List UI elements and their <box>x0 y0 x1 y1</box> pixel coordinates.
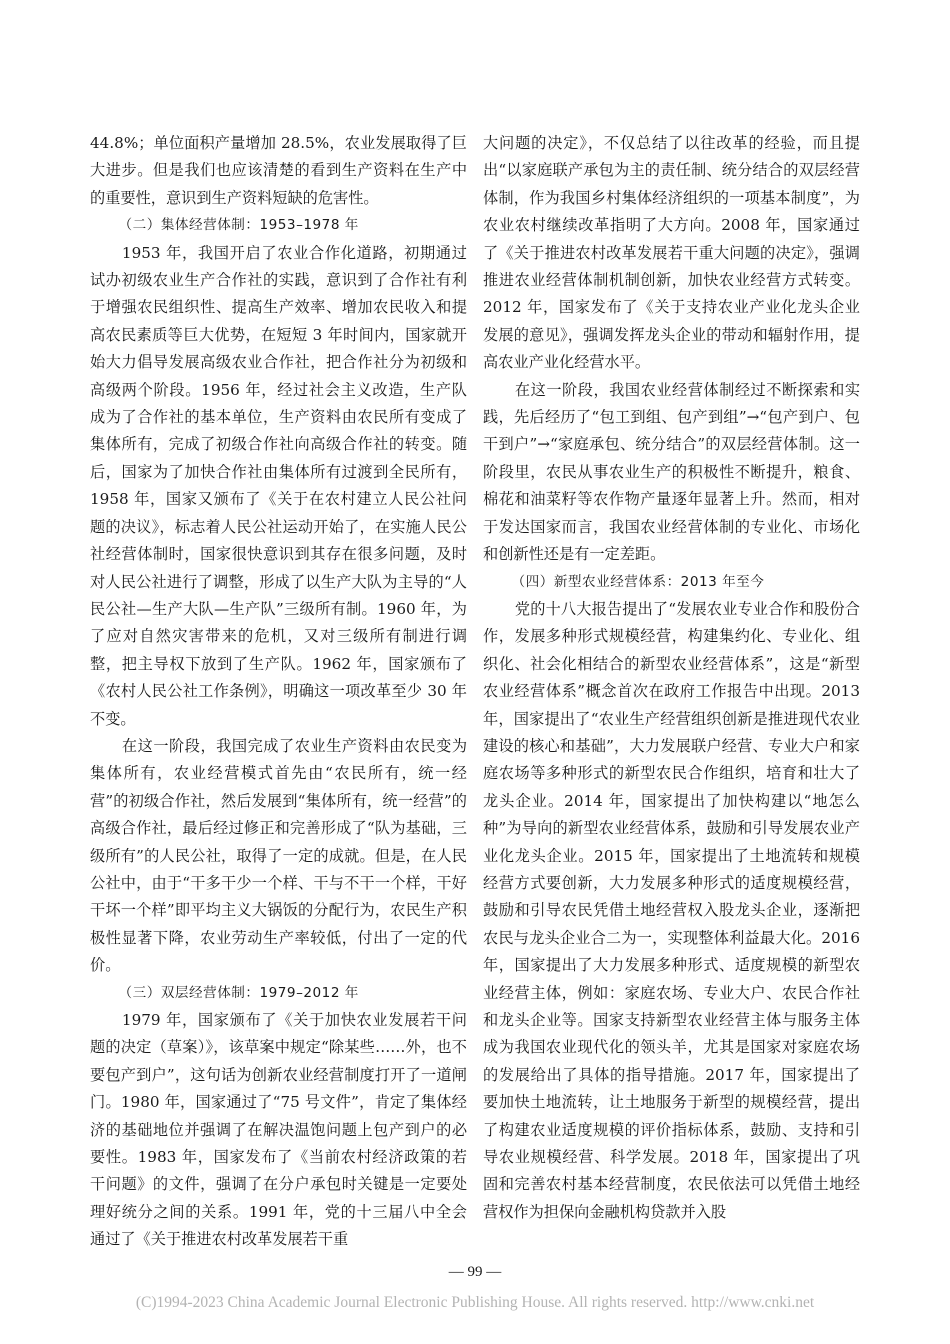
section-heading: （二）集体经营体制：1953–1978 年 <box>118 217 359 234</box>
section-heading: （四）新型农业经营体系：2013 年至今 <box>511 573 765 590</box>
copyright-footer: (C)1994-2023 China Academic Journal Electronic Publishing House. All rights reserved. http://www.cnki.net <box>135 1294 815 1311</box>
paragraph: 党的十八大报告提出了“发展农业专业合作和股份合作，发展多种形式规模经营，构建集约化、专业化、组织化、社会化相结合的新型农业经营体系”，这是“新型农业经营体系”概念首次在政府工作报告中出现。2013 年，国家提出了“农业生产经营组织创新是推进现代农业建设的核心和基础”，大力发展联户经营、专业大户和家庭农场等多种形式的新型农民合作组织，培育和壮大了龙头企业。2014 年，国家提出了加快构建以“地怎么种”为导向的新型农业经营体系，鼓励和引导发展农业产业化龙头企业。2015 年，国家提出了土地流转和规模经营方式要创新，大力发展多种形式的适度规模经营，鼓励和引导农民凭借土地经营权入股龙头企业，逐渐把农民与龙头企业合二为一，实现整体利益最大化。2016 年，国家提出了大力发展多种形式、适度规模的新型农业经营主体，例如：家庭农场、专业大户、农民合作社和龙头企业等。国家支持新型农业经营主体与服务主体成为我国农业现代化的领头羊，尤其是国家对家庭农场的发展给出了具体的指导措施。2017 年，国家提出了要加快土地流转，让土地服务于新型的规模经营，提出了构建农业适度规模的评价指标体系，鼓励、支持和引导农业规模经营、科学发展。2018 年，国家提出了巩固和完善农村基本经营制度，农民依法可以凭借土地经营权作为担保向金融机构贷款并入股 <box>483 599 860 1221</box>
page-number: — 99 — <box>448 1264 502 1280</box>
paragraph: 44.8%；单位面积产量增加 28.5%，农业发展取得了巨大进步。但是我们也应该清楚的看到生产资料在生产中的重要性，意识到生产资料短缺的危害性。 <box>90 134 467 207</box>
paragraph: 1953 年，我国开启了农业合作化道路，初期通过试办初级农业生产合作社的实践，意识到了合作社有利于增强农民组织性、提高生产效率、增加农民收入和提高农民素质等巨大优势，在短短 3 年时间内，国家就开始大力倡导发展高级农业合作社，把合作社分为初级和高级两个阶段。1956 年，经过社会主义改造，生产队成为了合作社的基本单位，生产资料由农民所有变成了集体所有，完成了初级合作社向高级合作社的转变。随后，国家为了加快合作社由集体所有过渡到全民所有，1958 年，国家又颁布了《关于在农村建立人民公社问题的决议》，标志着人民公社运动开始了，在实施人民公社经营体制时，国家很快意识到其存在很多问题，及时对人民公社进行了调整，形成了以生产大队为主导的“人民公社—生产大队—生产队”三级所有制。1960 年，为了应对自然灾害带来的危机，又对三级所有制进行调整，把主导权下放到了生产队。1962 年，国家颁布了《农村人民公社工作条例》，明确这一项改革至少 30 年不变。 <box>90 243 467 728</box>
paragraph: 在这一阶段，我国农业经营体制经过不断探索和实践，先后经历了“包工到组、包产到组”→“包产到户、包干到户”→“家庭承包、统分结合”的双层经营体制。这一阶段里，农民从事农业生产的积极性不断提升，粮食、棉花和油菜籽等农作物产量逐年显著上升。然而，相对于发达国家而言，我国农业经营体制的专业化、市场化和创新性还是有一定差距。 <box>483 380 860 564</box>
paragraph: 大问题的决定》，不仅总结了以往改革的经验，而且提出“以家庭联产承包为主的责任制、统分结合的双层经营体制，作为我国乡村集体经济组织的一项基本制度”，为农业农村继续改革指明了大方向。2008 年，国家通过了《关于推进农村改革发展若干重大问题的决定》，强调推进农业经营体制机制创新，加快农业经营方式转变。2012 年，国家发布了《关于支持农业产业化龙头企业发展的意见》，强调发挥龙头企业的带动和辐射作用，提高农业产业化经营水平。 <box>483 134 860 372</box>
paragraph: 1979 年，国家颁布了《关于加快农业发展若干问题的决定（草案）》，该草案中规定“除某些……外，也不要包产到户”，这句话为创新农业经营制度打开了一道闸门。1980 年，国家通过了“75 号文件”，肯定了集体经济的基础地位并强调了在解决温饱问题上包产到户的必要性。1983 年，国家发布了《当前农村经济政策的若干问题》的文件，强调了在分户承包时关键是一定要处理好统分之间的关系。1991 年，党的十三届八中全会通过了《关于推进农村改革发展若干重 <box>90 1011 467 1249</box>
right-column <box>483 130 860 1226</box>
paragraph: 在这一阶段，我国完成了农业生产资料由农民变为集体所有，农业经营模式首先由“农民所有，统一经营”的初级合作社，然后发展到“集体所有，统一经营”的高级合作社，最后经过修正和完善形成了“队为基础，三级所有”的人民公社，取得了一定的成就。但是，在人民公社中，由于“干多干少一个样、干与不干一个样，干好干坏一个样”即平均主义大锅饭的分配行为，农民生产积极性显著下降，农业劳动生产率较低，付出了一定的代价。 <box>90 736 467 975</box>
left-column <box>90 130 467 1254</box>
section-heading: （三）双层经营体制：1979–2012 年 <box>118 984 359 1001</box>
